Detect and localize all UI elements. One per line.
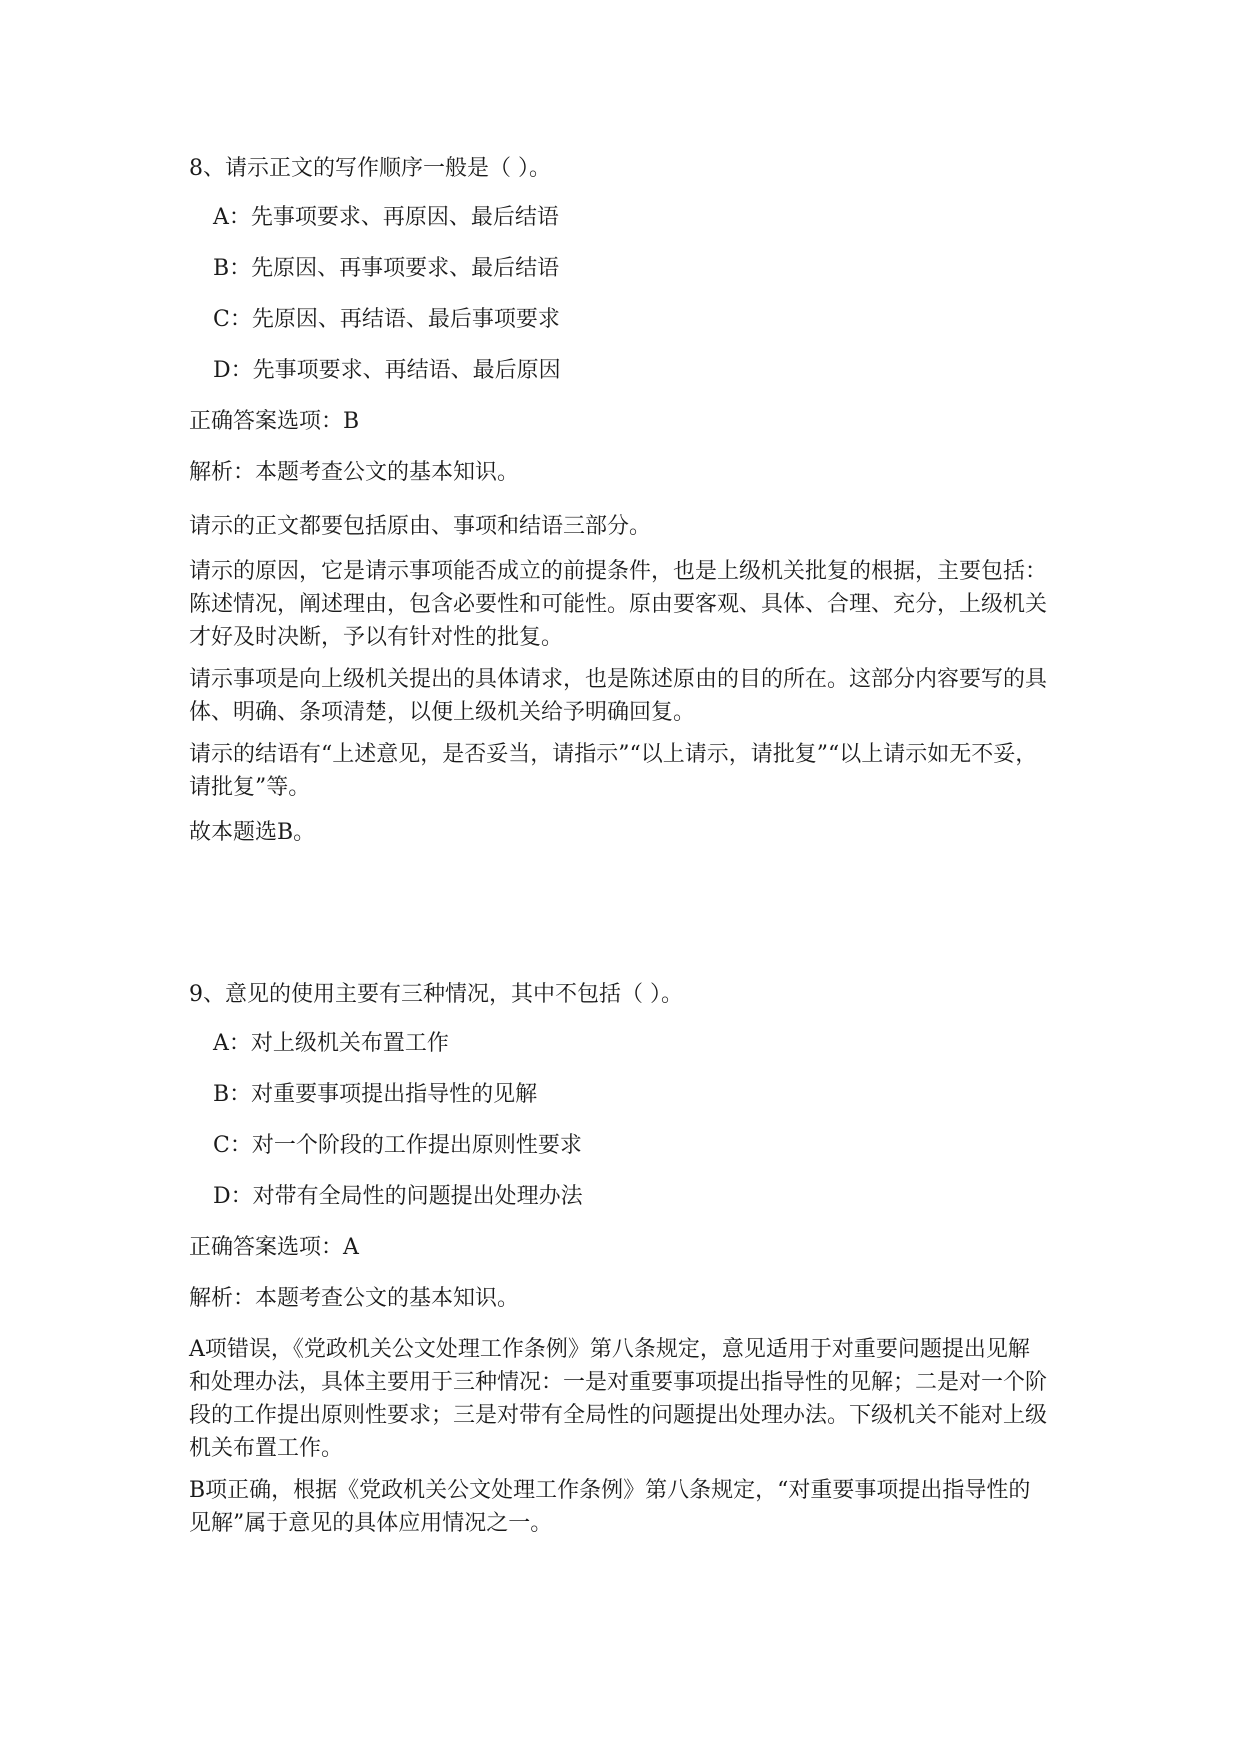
analysis-heading: 解析：本题考查公文的基本知识。 [189,460,520,485]
option-b: B：对重要事项提出指导性的见解 [213,1082,538,1107]
correct-answer: 正确答案选项：A [189,1235,359,1260]
question-8 [189,146,1051,861]
correct-answer: 正确答案选项：B [189,409,360,434]
explanation-paragraph: A项错误，《党政机关公文处理工作条例》第八条规定，意见适用于对重要问题提出见解和处理办法，具体主要用于三种情况：一是对重要事项提出指导性的见解；二是对一个阶段的工作提出原则性要求；三是对带有全局性的问题提出处理办法。下级机关不能对上级机关布置工作。 [189,1337,1048,1461]
question-title: 9、意见的使用主要有三种情况，其中不包括（ ）。 [189,982,683,1007]
explanation-paragraph: 请示事项是向上级机关提出的具体请求，也是陈述原由的目的所在。这部分内容要写的具体、明确、条项清楚，以便上级机关给予明确回复。 [189,667,1048,725]
analysis-heading: 解析：本题考查公文的基本知识。 [189,1286,520,1311]
conclusion-paragraph: 故本题选B。 [189,820,316,845]
question-9 [189,972,1051,1549]
question-title: 8、请示正文的写作顺序一般是（ ）。 [189,156,551,181]
explanation-paragraph: 请示的结语有“上述意见，是否妥当，请指示”“以上请示，请批复”“以上请示如无不妥，请批复”等。 [189,742,1038,800]
option-c: C：对一个阶段的工作提出原则性要求 [213,1133,582,1158]
option-d: D：先事项要求、再结语、最后原因 [213,358,561,383]
option-c: C：先原因、再结语、最后事项要求 [213,307,560,332]
explanation-paragraph: 请示的正文都要包括原由、事项和结语三部分。 [189,514,652,539]
option-a: A：先事项要求、再原因、最后结语 [213,205,559,230]
explanation-paragraph: B项正确，根据《党政机关公文处理工作条例》第八条规定，“对重要事项提出指导性的见解”属于意见的具体应用情况之一。 [189,1478,1031,1536]
option-a: A：对上级机关布置工作 [213,1031,449,1056]
option-d: D：对带有全局性的问题提出处理办法 [213,1184,583,1209]
option-b: B：先原因、再事项要求、最后结语 [213,256,560,281]
explanation-paragraph: 请示的原因，它是请示事项能否成立的前提条件，也是上级机关批复的根据，主要包括：陈述情况，阐述理由，包含必要性和可能性。原由要客观、具体、合理、充分，上级机关才好及时决断，予以有针对性的批复。 [189,559,1048,650]
